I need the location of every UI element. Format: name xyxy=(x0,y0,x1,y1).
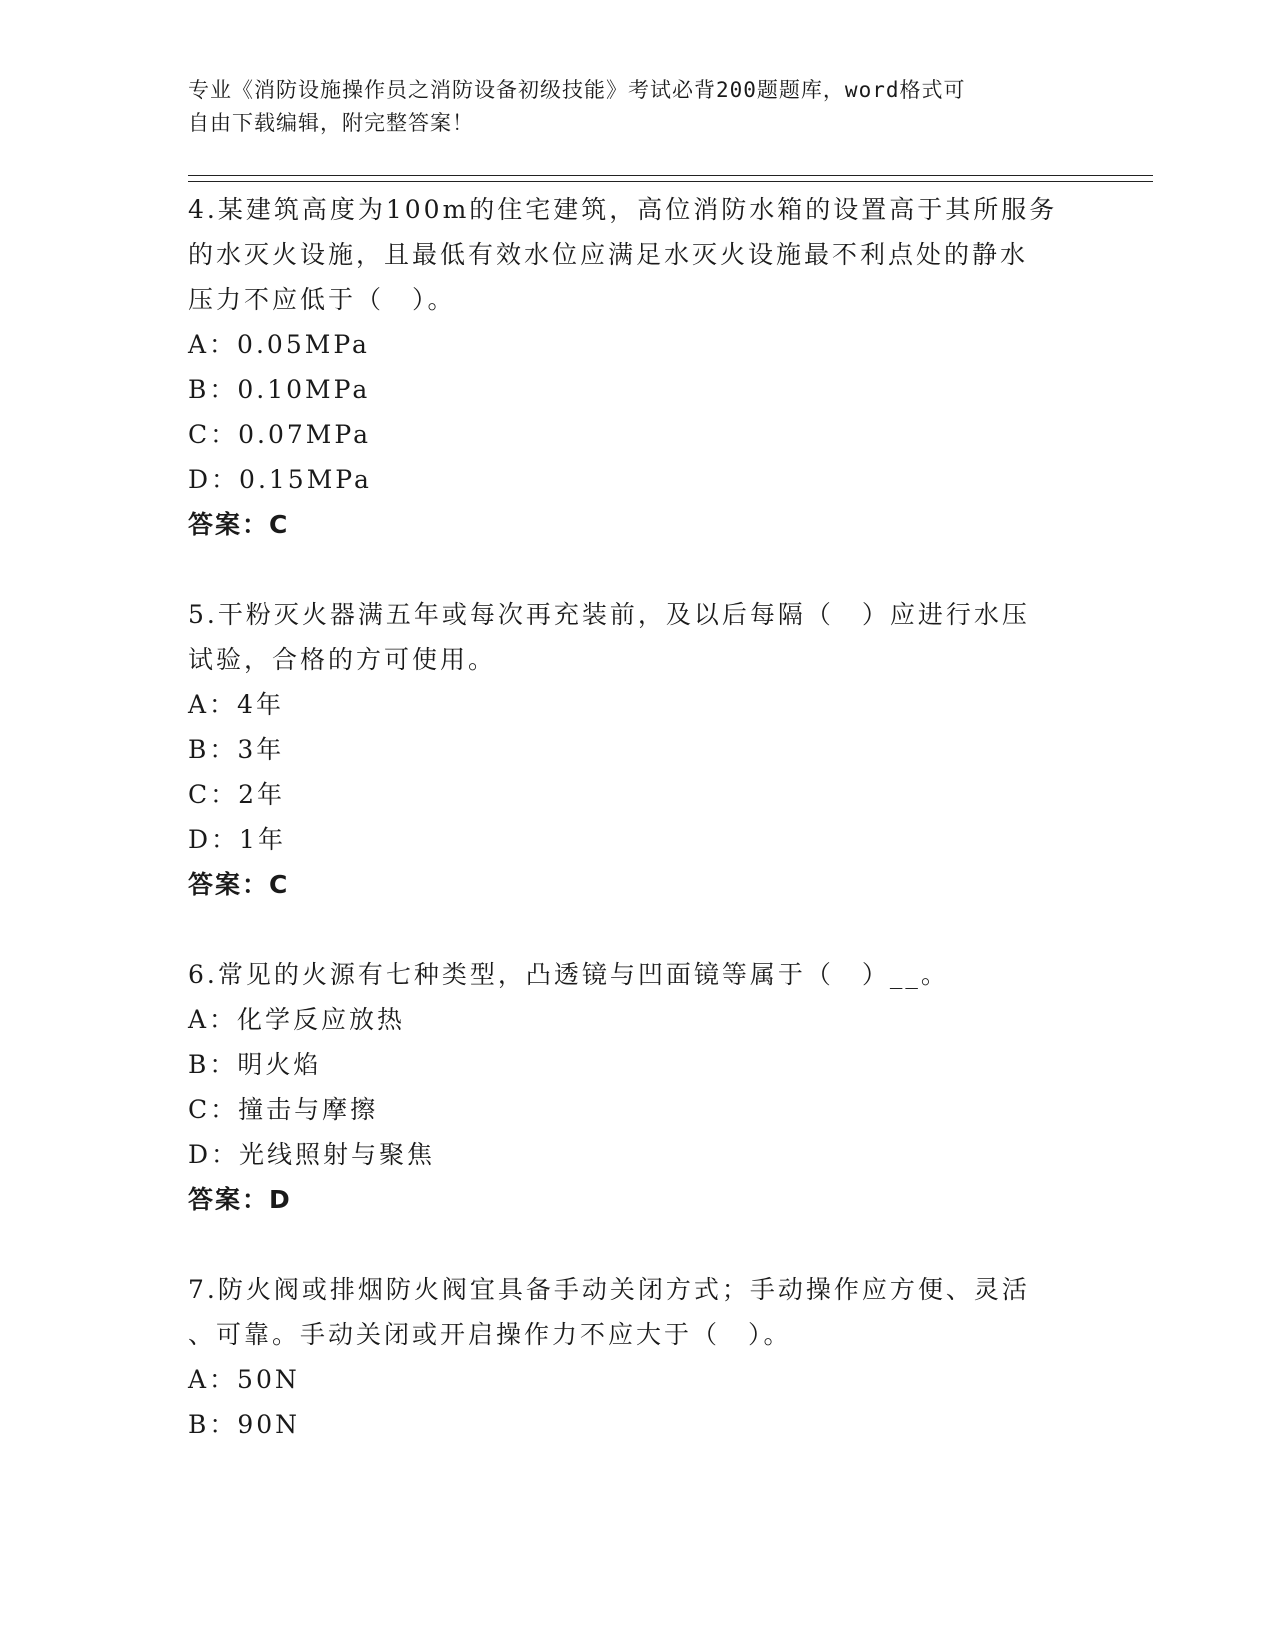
question-5 xyxy=(188,592,1088,907)
option-d: D：1年 xyxy=(188,825,286,854)
option-c: C：撞击与摩擦 xyxy=(188,1095,379,1124)
question-text xyxy=(188,592,1088,682)
answer: 答案：C xyxy=(188,510,290,539)
question-line: 、可靠。手动关闭或开启操作力不应大于（ ）。 xyxy=(188,1320,792,1349)
question-line: 5.干粉灭火器满五年或每次再充装前，及以后每隔（ ）应进行水压 xyxy=(188,600,1030,629)
header-line-2: 自由下载编辑，附完整答案！ xyxy=(188,111,474,135)
option-b: B：0.10MPa xyxy=(188,375,371,404)
option-b: B：90N xyxy=(188,1410,301,1439)
question-line: 7.防火阀或排烟防火阀宜具备手动关闭方式；手动操作应方便、灵活 xyxy=(188,1275,1030,1304)
question-line: 6.常见的火源有七种类型，凸透镜与凹面镜等属于（ ）__。 xyxy=(188,960,949,989)
option-a: A：化学反应放热 xyxy=(188,1005,406,1034)
option-c: C：2年 xyxy=(188,780,286,809)
answer: 答案：D xyxy=(188,1185,292,1214)
option-a: A：4年 xyxy=(188,690,284,719)
header-divider-bottom xyxy=(188,181,1153,182)
header-divider-top xyxy=(188,175,1153,176)
question-line: 4.某建筑高度为100m的住宅建筑，高位消防水箱的设置高于其所服务 xyxy=(188,195,1058,224)
option-b: B：3年 xyxy=(188,735,285,764)
question-text xyxy=(188,187,1088,322)
option-b: B：明火焰 xyxy=(188,1050,322,1079)
option-a: A：50N xyxy=(188,1365,300,1394)
question-line: 压力不应低于（ ）。 xyxy=(188,285,456,314)
header-line-1: 专业《消防设施操作员之消防设备初级技能》考试必背200题题库，word格式可 xyxy=(188,78,966,102)
question-4 xyxy=(188,187,1088,547)
question-line: 试验，合格的方可使用。 xyxy=(188,645,497,674)
document-header xyxy=(188,74,1068,140)
answer: 答案：C xyxy=(188,870,290,899)
question-line: 的水灭火设施，且最低有效水位应满足水灭火设施最不利点处的静水 xyxy=(188,240,1029,269)
question-text xyxy=(188,1267,1088,1357)
option-d: D：光线照射与聚焦 xyxy=(188,1140,436,1169)
option-c: C：0.07MPa xyxy=(188,420,371,449)
question-text xyxy=(188,952,1088,997)
question-list xyxy=(188,187,1088,1492)
question-7 xyxy=(188,1267,1088,1447)
option-d: D：0.15MPa xyxy=(188,465,372,494)
question-6 xyxy=(188,952,1088,1222)
option-a: A：0.05MPa xyxy=(188,330,370,359)
